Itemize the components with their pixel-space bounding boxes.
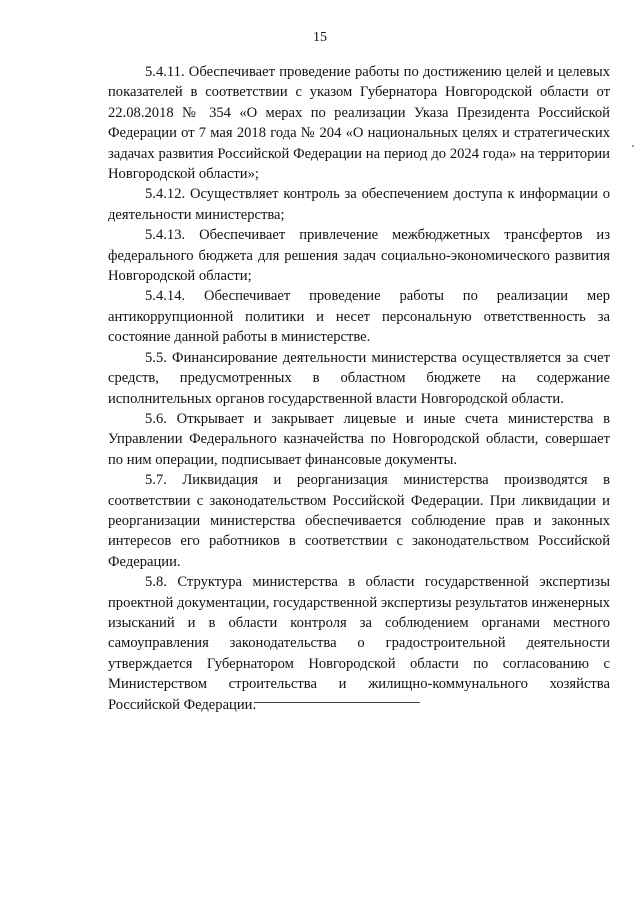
paragraph-5-8: 5.8. Структура министерства в области государственной экспертизы проектной документации, государственной экспертизы результатов инженерных изысканий и в области контроля за соблюдением органами местного самоуправления законодательства о градостроительной деятельности утверждается Губернатором Новгородской области по согласованию с Министерством строительства и жилищно-коммунального хозяйства Российской Федерации. bbox=[108, 574, 610, 713]
document-body bbox=[108, 62, 610, 715]
paragraph-5-7: 5.7. Ликвидация и реорганизация министерства производятся в соответствии с законодательством Российской Федерации. При ликвидации и реорганизации министерства обеспечивается соблюдение прав и законных интересов его работников в соответствии с законодательством Российской Федерации. bbox=[108, 472, 610, 570]
paragraph-5-4-12: 5.4.12. Осуществляет контроль за обеспечением доступа к информации о деятельности министерства; bbox=[108, 186, 610, 223]
scan-mark bbox=[632, 145, 634, 147]
closing-divider bbox=[254, 702, 420, 703]
page-number: 15 bbox=[313, 30, 327, 45]
paragraph-5-4-11: 5.4.11. Обеспечивает проведение работы по достижению целей и целевых показателей в соответствии с указом Губернатора Новгородской области от 22.08.2018 № 354 «О мерах по реализации Указа Президента Российской Федерации от 7 мая 2018 года № 204 «О национальных целях и стратегических задачах развития Российской Федерации на период до 2024 года» на территории Новгородской области»; bbox=[108, 64, 610, 183]
paragraph-5-5: 5.5. Финансирование деятельности министерства осуществляется за счет средств, предусмотренных в областном бюджете на содержание исполнительных органов государственной власти Новгородской области. bbox=[108, 349, 610, 407]
paragraph-5-4-13: 5.4.13. Обеспечивает привлечение межбюджетных трансфертов из федерального бюджета для решения задач социально-экономического развития Новгородской области; bbox=[108, 227, 610, 285]
paragraph-5-4-14: 5.4.14. Обеспечивает проведение работы по реализации мер антикоррупционной политики и несет персональную ответственность за состояние данной работы в министерстве. bbox=[108, 288, 610, 346]
paragraph-5-6: 5.6. Открывает и закрывает лицевые и иные счета министерства в Управлении Федерального казначейства по Новгородской области, совершает по ним операции, подписывает финансовые документы. bbox=[108, 410, 610, 468]
